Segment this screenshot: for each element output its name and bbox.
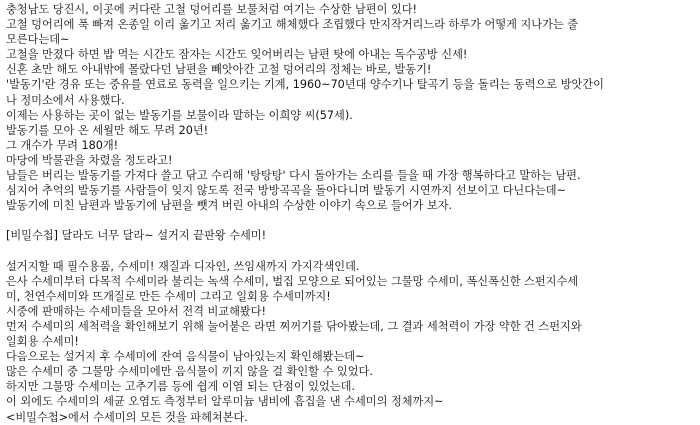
text-line: 이 외에도 수세미의 세균 오염도 측정부터 알루미늄 냄비에 흠집을 낸 수세미의 정체까지~: [6, 395, 444, 409]
text-line: 발동기를 모아 온 세월만 해도 무려 20년!: [6, 123, 209, 137]
text-line: 시중에 판매하는 수세미들을 모아서 전격 비교해봤다!: [6, 304, 267, 318]
text-line: 고철을 만졌다 하면 밥 먹는 시간도 잠자는 시간도 잊어버리는 남편 탓에 아내는 독수공방 신세!: [6, 48, 468, 62]
paragraph-gap: [6, 244, 694, 259]
section-heading: [비밀수첩] 달라도 너무 달라~ 설거지 끝판왕 수세미!: [6, 229, 267, 243]
paragraph-gap: [6, 213, 694, 228]
text-line: 남들은 버리는 발동기를 가져다 쓸고 닦고 수리해 '탕탕탕' 다시 돌아가는 소리를 들을 때 가장 행복하다고 말하는 남편.: [6, 169, 581, 183]
text-line: 다음으로는 설거지 후 수세미에 잔여 음식물이 남아있는지 확인해봤는데~: [6, 350, 365, 364]
text-line: 이제는 사용하는 곳이 없는 발동기를 보물이라 말하는 이희양 씨(57세).: [6, 108, 353, 122]
text-line: 모른다는데~: [6, 33, 70, 47]
text-line: 은사 수세미부터 다목적 수세미라 불리는 녹색 수세미, 벌집 모양으로 되어있는 그물망 수세미, 폭신폭신한 스펀지수세: [6, 274, 579, 288]
text-line: '발동기'란 경유 또는 중유를 연료로 동력을 일으키는 기계, 1960~70년대 양수기나 탈곡기 등을 돌리는 동력으로 방앗간이: [6, 78, 604, 92]
article-intro: [6, 2, 694, 213]
text-line: 고철 덩어리에 푹 빠져 온종일 이리 옮기고 저리 옮기고 해체했다 조립했다 만지작거리느라 하루가 어떻게 지나가는 줄: [6, 18, 579, 32]
text-line: <비밀수첩>에서 수세미의 모든 것을 파헤쳐본다.: [6, 410, 248, 424]
text-line: 그 개수가 무려 180개!: [6, 138, 119, 152]
text-line: 많은 수세미 중 그물망 수세미에만 음식물이 끼지 않을 걸 확인할 수 있었다.: [6, 365, 373, 379]
text-line: 미, 천연수세미와 뜨개질로 만든 수세미 그리고 일회용 수세미까지!: [6, 289, 331, 303]
text-line: 신혼 초만 해도 아내밖에 몰랐다던 남편을 빼앗아간 고철 덩어리의 정체는 바로, 발동기!: [6, 63, 432, 77]
article-section: [6, 228, 694, 424]
text-line: 일회용 수세미!: [6, 335, 79, 349]
text-line: 하지만 그물망 수세미는 고추기름 등에 쉽게 이염 되는 단점이 있었는데.: [6, 380, 355, 394]
text-line: 먼저 수세미의 세척력을 확인해보기 위해 눌어붙은 라면 찌꺼기를 닦아봤는데, 그 결과 세척력이 가장 약한 건 스펀지와: [6, 319, 582, 333]
text-line: 설거지할 때 필수용품, 수세미! 재질과 디자인, 쓰임새까지 가지각색인데.: [6, 259, 360, 273]
text-line: 충청남도 당진시, 이곳에 커다란 고철 덩어리를 보물처럼 여기는 수상한 남편이 있다!: [6, 3, 418, 16]
text-line: 발동기에 미친 남편과 발동기에 남편을 뺏겨 버린 아내의 수상한 이야기 속으로 들어가 보자.: [6, 199, 453, 213]
text-line: 심지어 추억의 발동기를 사람들이 잊지 않도록 전국 방방곡곡을 돌아다니며 발동기 시연까지 선보이고 다닌다는데~: [6, 184, 566, 198]
text-line: 마당에 박물관을 차렸을 정도라고!: [6, 153, 173, 167]
text-line: 나 정미소에서 사용했다.: [6, 93, 125, 107]
